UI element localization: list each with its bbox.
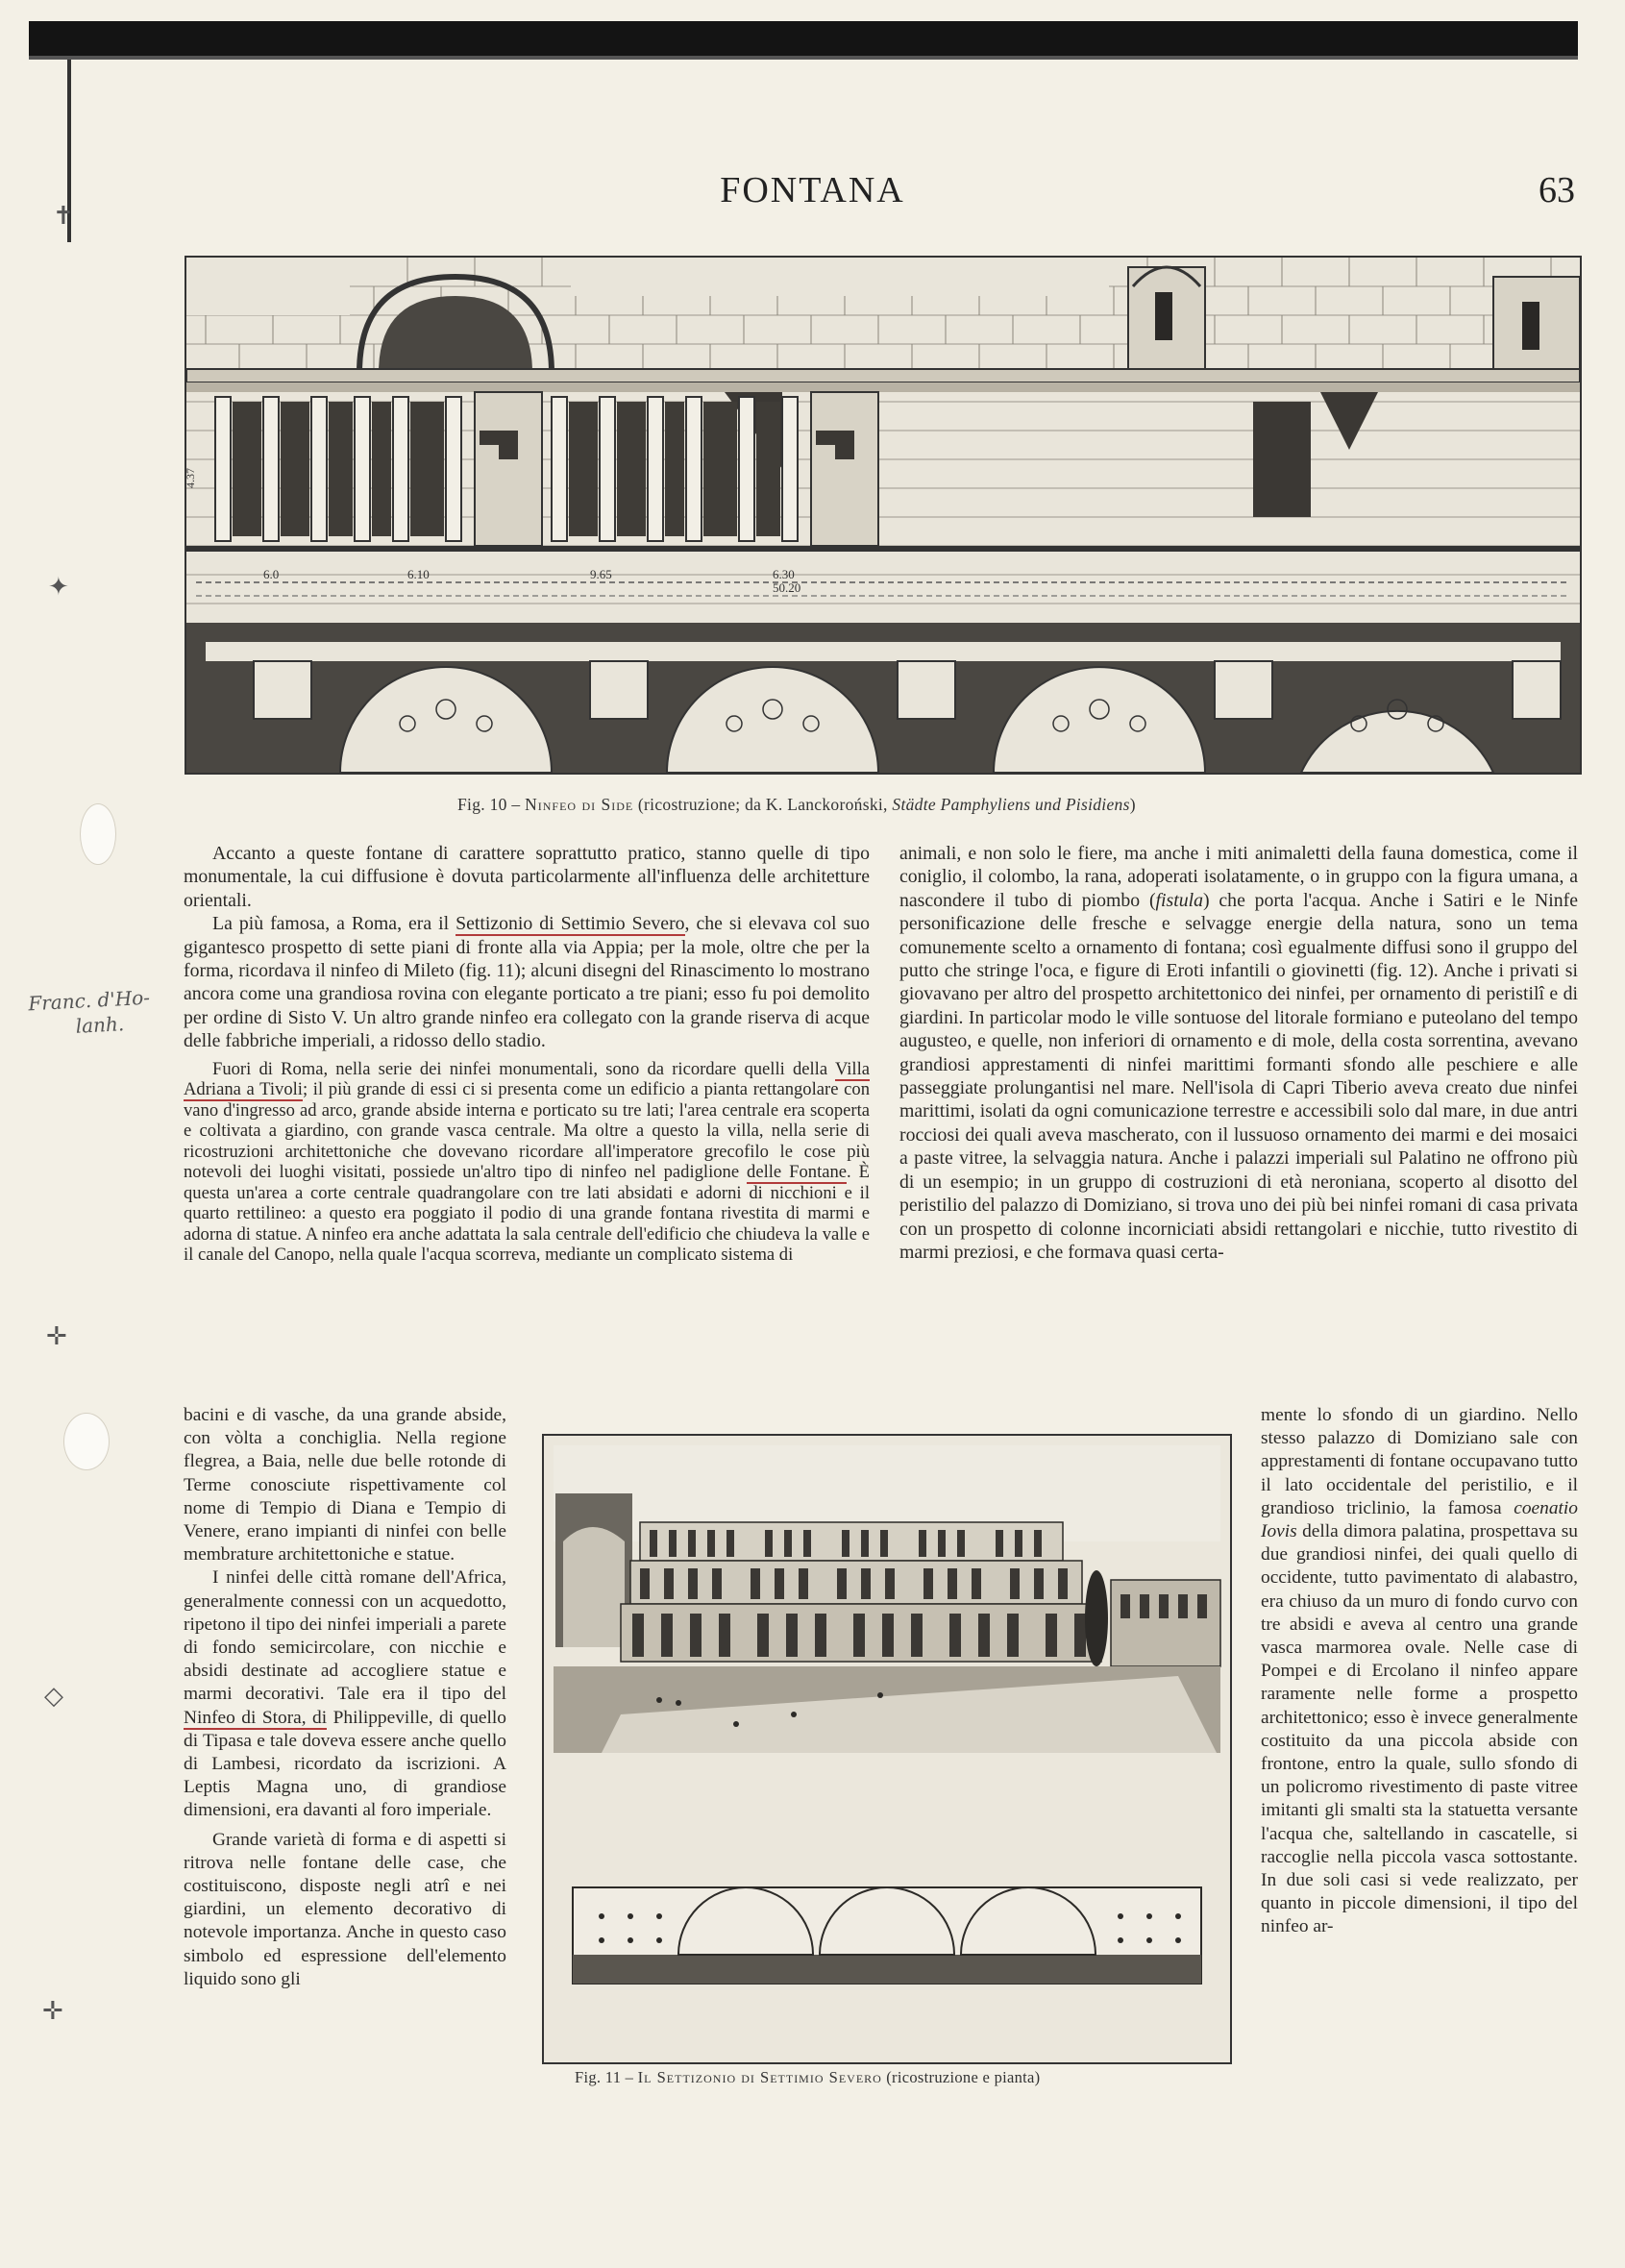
text-run: La più famosa, a Roma, era il [212, 913, 456, 935]
punch-hole [63, 1413, 110, 1470]
caption-text: (ricostruzione e pianta) [886, 2068, 1041, 2086]
paragraph: bacini e di vasche, da una grande abside, con vòlta a conchiglia. Nella regione flegrea, a Baia, nelle due belle rotonde di Terme conosciute rispettivamente col nome di Tempio di Diana e Tempio di Venere, erano impianti di ninfei con belle membrature architettoniche e statue. [184, 1405, 506, 1565]
text-run: I ninfei delle città romane dell'Africa, generalmente connessi con un acquedotto, ripetono il tipo dei ninfei imperiali a parete di fondo semicircolare, con nicchie e absidi destinate ad accogliere statue e marmi decorativi. Tale era il tipo del [184, 1567, 506, 1705]
caption-title: Il Settizonio di Settimio Severo [637, 2068, 882, 2086]
figure-10-caption [457, 795, 1136, 815]
page-number: 63 [1539, 170, 1575, 210]
paragraph: Grande varietà di forma e di aspetti si ritrova nelle fontane delle case, che costituiscono, disposte negli atrî e nei giardini, un elemento decorativo di notevole importanza. Anche in questo caso simbolo ed espressione dell'elemento liquido sono gli [184, 1829, 506, 1989]
left-column-upper [184, 842, 870, 1266]
paragraph: Accanto a queste fontane di carattere soprattutto pratico, stanno quelle di tipo monumentale, la cui diffusione è dovuta particolarmente all'influenza delle architetture orientali. [184, 843, 870, 911]
text-run: mente lo sfondo di un giardino. Nello stesso palazzo di Domiziano sale con apprestamenti di fontane occupavano tutto il lato occidentale del peristilio, e il grandioso triclinio, la famosa [1261, 1405, 1578, 1518]
figure-11-drawing [544, 1436, 1230, 2062]
paragraph [184, 912, 870, 1052]
dim-label: 6.0 [263, 567, 280, 581]
binding-mark-icon: ✛ [42, 1997, 63, 2025]
underlined-term: delle Fontane [747, 1162, 848, 1183]
caption-text: ) [1129, 795, 1136, 814]
caption-title: Ninfeo di Side [525, 795, 634, 814]
dim-label: 50.20 [773, 580, 801, 595]
dim-label: 4.37 [184, 468, 197, 488]
figure-11-caption [575, 2068, 1040, 2087]
note-line: Franc. d'Ho- [27, 985, 151, 1016]
text-run: animali, e non solo le fiere, ma anche i miti animaletti della fauna domestica, come il coniglio, il colombo, la rana, adoperati isolatamente, o in gruppo con la figura umana, a nascondere il tubo di piombo ( [899, 843, 1578, 911]
binding-mark-icon: ✛ [46, 1322, 67, 1350]
text-run: Fuori di Roma, nella serie dei ninfei monumentali, sono da ricordare quelli della [212, 1058, 835, 1079]
text-run: ) che porta l'acqua. Anche i Satiri e le Ninfe personificazione delle fresche e selvagge energie della natura, sono un tema comunemente scelto a ornamento di fontana; così egualmente diffusi sono il gruppo del putto che stringe l'oca, e figure di Eroti infantili o giovinetti (fig. 12). Anche i privati si giovavano per altro del prospetto architettonico dei ninfei, per ornamento di peristilî e di giardini. In particolar modo le ville sontuose del litorale formiano e puteolano del tempo augusteo, e quelle, non inferiori di ornamento e di mole, della costa sorrentina, avevano grandiosi apprestamenti di ninfei marittimi formanti sfondo alle peschiere e alle passeggiate prolungantisi nel mare. Nell'isola di Capri Tiberio aveva creato due ninfei marittimi, isolati da ogni comunicazione terrestre e accessibili solo dal mare, in due antri rocciosi dei quali aveva mascherato, con il lussuoso ornamento dei marmi e dei mosaici a paste vitree, la selvaggia natura. Anche i palazzi imperiali sul Palatino ne offrono più di un esempio; in un gruppo di costruzioni di età neroniana, scoperto al disotto del peristilio del palazzo di Domiziano, si trova uno dei più bei ninfei romani di casa privata con un prospetto di colonne incorniciati absidi rettangolari e nicchie, tutto rivestito di marmi preziosi, e che formava quasi certa- [899, 889, 1578, 1263]
italic-term: fistula [1155, 889, 1204, 911]
scan-top-shadow [29, 56, 1578, 60]
caption-number: Fig. 10 – [457, 795, 521, 814]
punch-hole [80, 803, 116, 865]
paragraph [184, 1566, 506, 1822]
caption-text: (ricostruzione; da K. Lanckoroński, [637, 795, 888, 814]
text-run: Philippeville, di quello di Tipasa e tale doveva essere anche quello di Lambesi, ricordato da iscrizioni. A Leptis Magna uno, di grandiose dimensioni, era davanti al foro imperiale. [184, 1707, 506, 1821]
paragraph [1261, 1404, 1578, 1939]
underlined-term: Settizonio di Settimio Severo [455, 913, 685, 935]
paragraph [184, 1059, 870, 1266]
caption-source: Städte Pamphyliens und Pisidiens [892, 795, 1130, 814]
paragraph [899, 842, 1578, 1264]
text-run: . È questa un'area a corte centrale quadrangolare con tre lati absidati e adorni di nicchioni e il quarto rettilineo: a questo era poggiato il podio di una grande fontana rivestita di marmi e adorna di statue. A ninfeo era anche adattata la sala centrale dell'edificio che chiudeva la valle e il canale del Canopo, nella quale l'acqua scorreva, mediante un complicato sistema di [184, 1162, 871, 1266]
binding-mark-icon: ◇ [44, 1682, 63, 1710]
left-column-lower [184, 1404, 506, 1991]
figure-11-settizonio [542, 1434, 1232, 2064]
text-run: ; il più grande di essi ci si presenta come un edificio a pianta rettangolare con vano d'ingresso ad arco, grande abside interna e porticato su tre lati; l'area centrale era scoperta e coltivata a giardino, con grande vasca centrale. Ma oltre a questo la villa, nella serie di ricostruzioni architettoniche che dovevano ricordare all'imperatore grecofilo le cose più notevoli dei luoghi visitati, possiede un'altro tipo di ninfeo nel padiglione [184, 1079, 870, 1183]
right-column-lower [1261, 1404, 1578, 1939]
caption-number: Fig. 11 – [575, 2068, 634, 2086]
handwritten-margin-note [28, 985, 152, 1042]
dim-label: 6.30 [773, 567, 795, 581]
binding-mark-icon: ✦ [48, 573, 69, 601]
figure-10-nymphaeum-side [185, 256, 1582, 775]
text-run: della dimora palatina, prospettava su due grandiosi ninfei, dei quali quello di occidente, tutto pavimentato di alabastro, era chiuso da un muro di fondo curvo con tre absidi e aveva al centro una grande vasca marmorea ovale. Nelle case di Pompei e di Ercolano il ninfeo appare raramente nelle forme a prospetto architettonico; esso è invece generalmente costituito da una piccola abside con frontone, entro la quale, sullo sfondo di un policromo rivestimento di paste vitree imitanti gli smalti sta la statuetta versante l'acqua che, saltellando in cascatelle, si raccoglie nella piccola vasca sottostante. In due soli casi si vede realizzato, per quanto in piccole dimensioni, il tipo del ninfeo ar- [1261, 1521, 1578, 1937]
right-column-upper [899, 842, 1578, 1264]
dim-label: 6.10 [407, 567, 430, 581]
underlined-term: Ninfeo di Stora, di [184, 1707, 328, 1728]
dim-label: 9.65 [590, 567, 612, 581]
scan-top-edge [29, 21, 1578, 58]
figure-10-drawing [186, 258, 1580, 773]
underlined-term: Villa Adriana a Tivoli [184, 1058, 870, 1100]
binding-mark-icon: ✝ [53, 202, 74, 230]
page-title: FONTANA [720, 170, 905, 210]
italic-term: coenatio Iovis [1261, 1497, 1578, 1542]
note-line: lanh. [75, 1012, 125, 1038]
text-run: , che si elevava col suo gigantesco prospetto di sette piani di fronte alla via Appia; per la mole, oltre che per la forma, ricordava il ninfeo di Mileto (fig. 11); alcuni disegni del Rinascimento lo mostrano ancora come una grandiosa rovina con elegante porticato a tre piani; esso fu poi demolito per ordine di Sisto V. Un altro grande ninfeo era collegato con la grande riserva di acque delle fabbriche imperiali, a ridosso dello stadio. [184, 913, 870, 1052]
